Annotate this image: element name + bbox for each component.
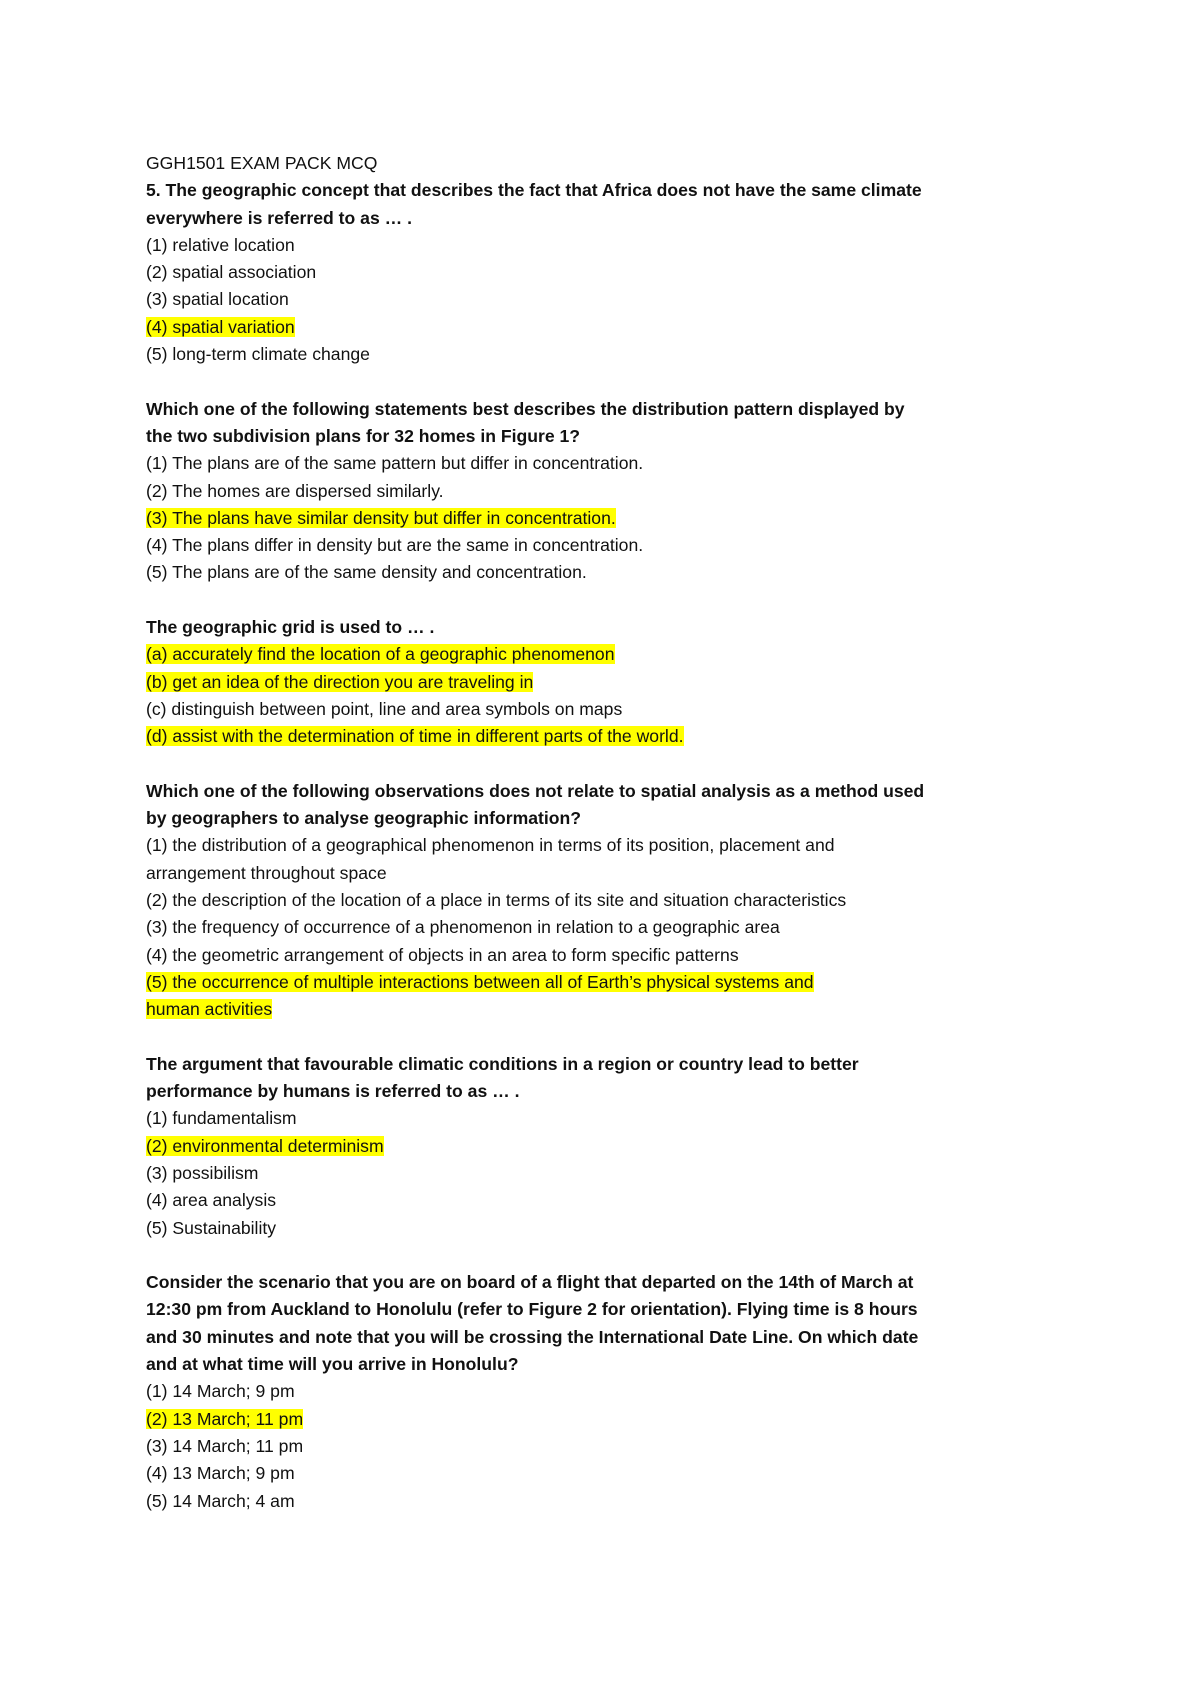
option-text: (3) spatial location [146, 289, 289, 310]
option-text: (4) the geometric arrangement of objects in an area to form specific patterns [146, 944, 739, 965]
option-text: (3) The plans have similar density but differ in concentration. [146, 507, 616, 528]
answer-option [146, 232, 1046, 259]
answer-option [146, 1460, 1046, 1487]
answer-option [146, 1187, 1046, 1214]
answer-option-highlighted [146, 996, 1046, 1023]
answer-option-highlighted [146, 669, 1046, 696]
question-text: performance by humans is referred to as … . [146, 1081, 520, 1102]
answer-option [146, 532, 1046, 559]
answer-option-highlighted [146, 641, 1046, 668]
question-text: and 30 minutes and note that you will be crossing the International Date Line. On which date [146, 1326, 919, 1347]
spacer [146, 587, 1046, 614]
question-text: Consider the scenario that you are on board of a flight that departed on the 14th of March at [146, 1272, 914, 1293]
answer-option [146, 259, 1046, 286]
answer-option [146, 1215, 1046, 1242]
answer-option [146, 1433, 1046, 1460]
answer-option [146, 942, 1046, 969]
question-text: by geographers to analyse geographic information? [146, 808, 582, 829]
option-text: (5) The plans are of the same density and concentration. [146, 562, 587, 583]
option-text: (5) Sustainability [146, 1217, 277, 1238]
option-text: (4) spatial variation [146, 316, 295, 337]
answer-option-highlighted [146, 505, 1046, 532]
option-text: (5) the occurrence of multiple interactions between all of Earth’s physical systems and [146, 971, 814, 992]
question-block [146, 177, 1046, 368]
answer-option [146, 1488, 1046, 1515]
option-text: (5) long-term climate change [146, 344, 370, 365]
question-text: the two subdivision plans for 32 homes in Figure 1? [146, 425, 581, 446]
question-block [146, 396, 1046, 587]
answer-option-highlighted [146, 723, 1046, 750]
option-text: (4) The plans differ in density but are the same in concentration. [146, 535, 644, 556]
option-text: (2) environmental determinism [146, 1135, 384, 1156]
option-text: (2) The homes are dispersed similarly. [146, 480, 444, 501]
option-text: (1) relative location [146, 234, 295, 255]
option-text: (3) possibilism [146, 1162, 259, 1183]
answer-option [146, 1160, 1046, 1187]
option-text: (5) 14 March; 4 am [146, 1490, 295, 1511]
answer-option [146, 341, 1046, 368]
question-block [146, 614, 1046, 750]
question-text: and at what time will you arrive in Honolulu? [146, 1354, 519, 1375]
option-text: (1) The plans are of the same pattern but differ in concentration. [146, 453, 644, 474]
spacer [146, 1242, 1046, 1269]
question-block [146, 1051, 1046, 1242]
option-text: (4) area analysis [146, 1190, 277, 1211]
answer-option [146, 914, 1046, 941]
spacer [146, 368, 1046, 395]
answer-option [146, 286, 1046, 313]
spacer [146, 1024, 1046, 1051]
question-text: The argument that favourable climatic conditions in a region or country lead to better [146, 1053, 859, 1074]
option-text: (a) accurately find the location of a geographic phenomenon [146, 644, 615, 665]
spacer [146, 751, 1046, 778]
option-text: (b) get an idea of the direction you are traveling in [146, 671, 534, 692]
option-text: (c) distinguish between point, line and area symbols on maps [146, 698, 623, 719]
option-text: (2) the description of the location of a place in terms of its site and situation characteristics [146, 890, 847, 911]
option-text: (1) the distribution of a geographical phenomenon in terms of its position, placement and [146, 835, 835, 856]
answer-option [146, 559, 1046, 586]
option-text: (1) 14 March; 9 pm [146, 1381, 295, 1402]
question-text: The geographic grid is used to … . [146, 617, 435, 638]
question-text: Which one of the following statements best describes the distribution pattern displayed by [146, 398, 905, 419]
question-text: 5. The geographic concept that describes the fact that Africa does not have the same climate [146, 180, 922, 201]
answer-option [146, 887, 1046, 914]
answer-option-highlighted [146, 314, 1046, 341]
option-text: (4) 13 March; 9 pm [146, 1463, 295, 1484]
answer-option-highlighted [146, 1133, 1046, 1160]
question-text: 12:30 pm from Auckland to Honolulu (refer to Figure 2 for orientation). Flying time is 8 hours [146, 1299, 918, 1320]
option-text: (2) spatial association [146, 262, 317, 283]
option-text: (1) fundamentalism [146, 1108, 297, 1129]
answer-option-highlighted [146, 969, 1046, 996]
question-text: everywhere is referred to as … . [146, 207, 412, 228]
answer-option [146, 1378, 1046, 1405]
answer-option [146, 860, 1046, 887]
option-text: (d) assist with the determination of time in different parts of the world. [146, 726, 684, 747]
option-text: (3) 14 March; 11 pm [146, 1435, 304, 1456]
document-header: GGH1501 EXAM PACK MCQ [146, 153, 378, 173]
option-text: human activities [146, 999, 273, 1020]
answer-option [146, 1105, 1046, 1132]
option-text: arrangement throughout space [146, 862, 387, 883]
option-text: (3) the frequency of occurrence of a phenomenon in relation to a geographic area [146, 917, 780, 938]
answer-option [146, 478, 1046, 505]
question-block [146, 778, 1046, 1024]
question-block [146, 1269, 1046, 1515]
document-page [146, 150, 1046, 1515]
answer-option-highlighted [146, 1406, 1046, 1433]
answer-option [146, 696, 1046, 723]
option-text: (2) 13 March; 11 pm [146, 1408, 304, 1429]
answer-option [146, 450, 1046, 477]
question-text: Which one of the following observations does not relate to spatial analysis as a method used [146, 780, 925, 801]
answer-option [146, 832, 1046, 859]
